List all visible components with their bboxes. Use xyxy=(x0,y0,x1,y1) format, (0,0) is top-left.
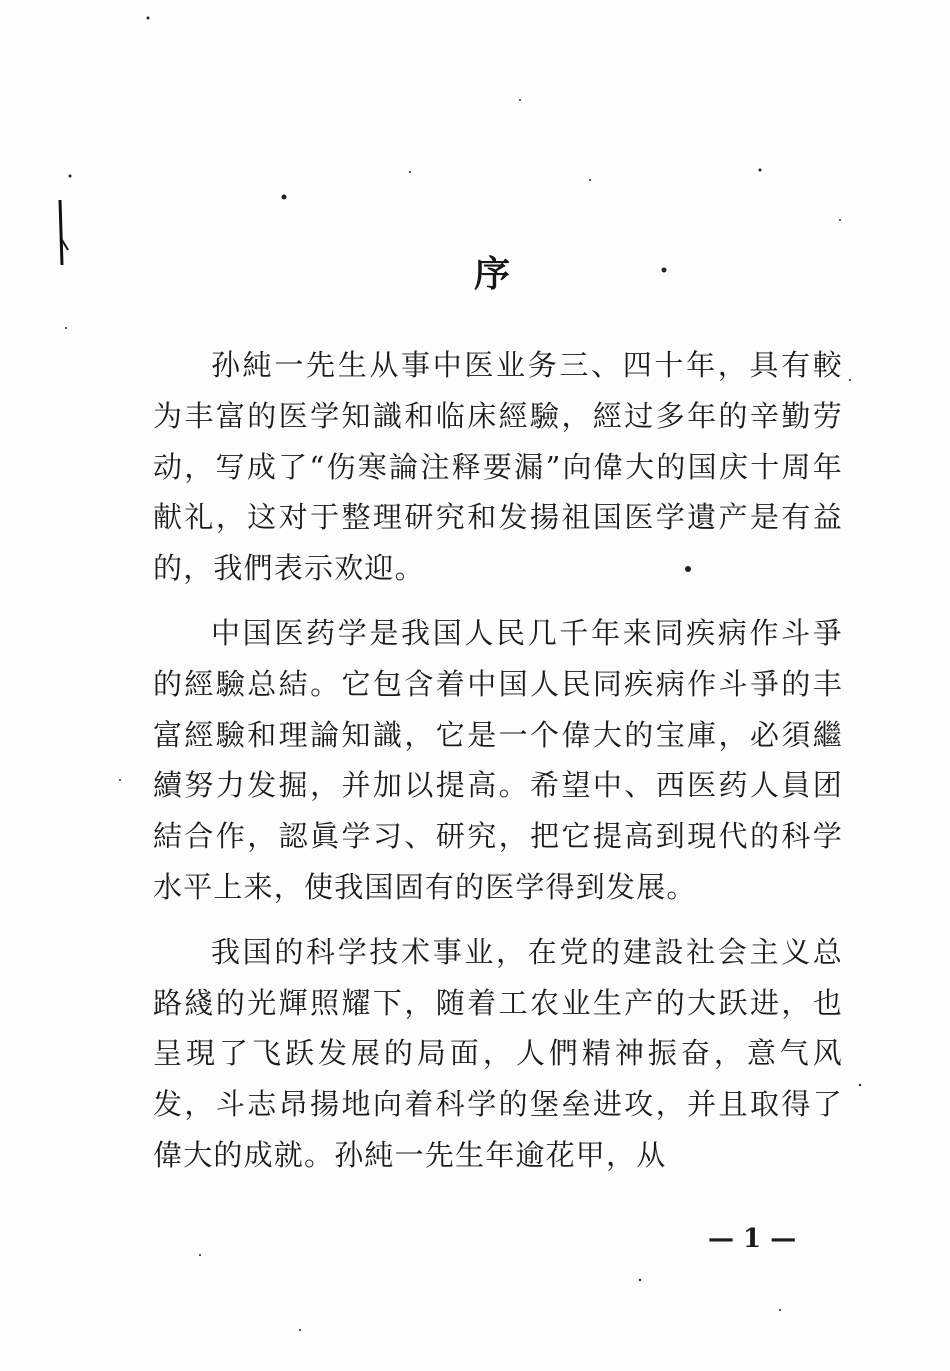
paragraph-1: 孙純一先生从事中医业务三、四十年，具有較为丰富的医学知識和临床經驗，經过多年的辛勤劳动，写成了“伤寒論注释要漏”向偉大的国庆十周年献礼，这对于整理研究和发揚祖国医学遺产是有益的，我們表示欢迎。 xyxy=(153,348,843,586)
paragraph-2: 中国医药学是我国人民几千年来同疾病作斗爭的經驗总結。它包含着中国人民同疾病作斗爭的丰富經驗和理論知識，它是一个偉大的宝庫，必須繼續努力发掘，并加以提高。希望中、西医药人員团結合作，認眞学习、研究，把它提高到現代的科学水平上来，使我国固有的医学得到发展。 xyxy=(153,615,843,904)
preface-title: 序 xyxy=(474,253,511,295)
paragraph-3: 我国的科学技术事业，在党的建設社会主义总路綫的光輝照耀下，随着工农业生产的大跃进，也呈現了飞跃发展的局面，人們精神振奋，意气风发，斗志昂揚地向着科学的堡垒进攻，并且取得了偉大的成就。孙純一先生年逾花甲，从 xyxy=(153,934,843,1172)
page-number: — 1 — xyxy=(708,1224,797,1254)
preface-body xyxy=(153,340,843,1195)
